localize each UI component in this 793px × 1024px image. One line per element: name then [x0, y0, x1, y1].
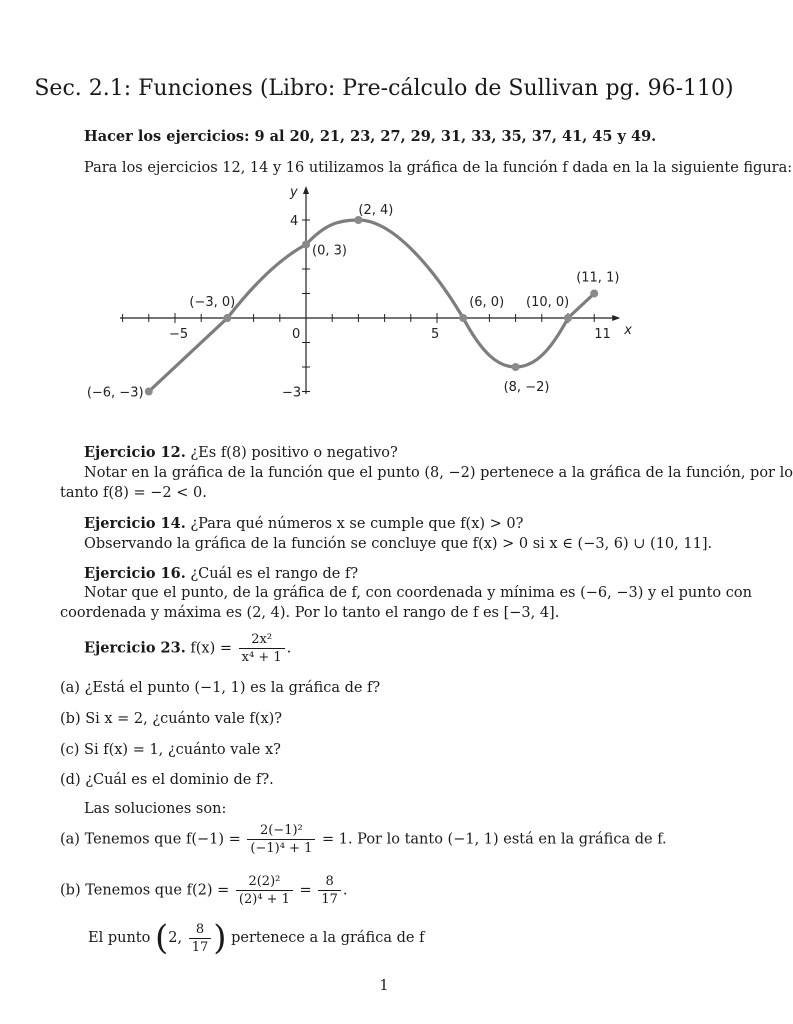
fraction-numerator: 8 [318, 873, 341, 891]
exercise-14-question-text: ¿Para qué números x se cumple que f(x) > 0? [190, 516, 524, 532]
data-point [564, 314, 572, 322]
exercise-23-item-a: (a) ¿Está el punto (−1, 1) es la gráfica de f? [60, 680, 381, 696]
solution-a-suffix: = 1. Por lo tanto (−1, 1) está en la gráfica de f. [321, 831, 667, 848]
exercise-14-question [84, 514, 523, 534]
point-label: (10, 0) [526, 295, 570, 310]
point-fraction [189, 921, 212, 956]
y-axis-label: y [290, 185, 298, 200]
fraction-denominator: (−1)⁴ + 1 [250, 841, 313, 856]
exercise-23-item-d: (d) ¿Cuál es el dominio de f?. [60, 772, 274, 788]
exercise-23-function-fraction [239, 631, 285, 666]
solution-b: (b) Tenemos que f(2) = $\frac{\text{2(2)²}}{\text{(2)⁴ + 1}}$ = $\frac{8}{17}$ . [60, 874, 348, 907]
data-point [302, 241, 310, 249]
data-point [223, 314, 231, 322]
point-suffix: pertenece a la gráfica de f [231, 930, 425, 946]
exercise-16-question [84, 564, 358, 584]
exercise-12-answer-line1: Notar en la gráfica de la función que el punto (8, −2) pertenece a la gráfica de la función, por lo [84, 465, 793, 481]
data-point [145, 388, 153, 396]
point-statement [88, 918, 424, 958]
fraction-numerator: 8 [189, 921, 212, 939]
fraction-denominator: 17 [191, 939, 209, 955]
fraction-numerator: 2x² [239, 631, 285, 649]
exercise-23-item-c: (c) Si f(x) = 1, ¿cuánto vale x? [60, 742, 281, 758]
exercises-assignment: Hacer los ejercicios: 9 al 20, 21, 23, 27, 29, 31, 33, 35, 37, 41, 45 y 49. [84, 128, 657, 145]
exercise-23-heading: Ejercicio 23. [84, 639, 186, 657]
solutions-label: Las soluciones son: [84, 801, 227, 817]
x-tick-label: 5 [431, 327, 440, 342]
x-tick-label: 0 [292, 327, 301, 342]
page-number: 1 [379, 978, 389, 994]
point-label: (2, 4) [358, 203, 394, 218]
exercise-12-question [84, 443, 398, 463]
fraction-numerator: 2(−1)² [247, 822, 315, 840]
point-prefix: El punto [88, 930, 151, 946]
y-axis-arrow [303, 186, 309, 194]
exercise-16-question-text: ¿Cuál es el rango de f? [190, 566, 359, 582]
exercise-23-item-b: (b) Si x = 2, ¿cuánto vale f(x)? [60, 711, 283, 727]
point-label: (−6, −3) [86, 385, 144, 401]
data-point [590, 290, 598, 298]
exercise-16-heading: Ejercicio 16. [84, 565, 186, 582]
solution-b-prefix: (b) Tenemos que f(2) = [60, 882, 230, 899]
solution-b-fraction [236, 873, 293, 908]
point-label: (0, 3) [312, 243, 347, 259]
exercise-12-heading: Ejercicio 12. [84, 444, 186, 461]
solution-b-result-fraction [318, 873, 341, 908]
page-title: Sec. 2.1: Funciones (Libro: Pre-cálculo de Sullivan pg. 96-110) [34, 76, 734, 101]
x-axis-label: x [624, 323, 632, 338]
exercise-12-answer-line2: tanto f(8) = −2 < 0. [60, 485, 207, 501]
x-axis-arrow [612, 315, 620, 321]
y-tick-label: 4 [290, 214, 299, 229]
point-first: 2, [168, 930, 183, 946]
x-tick-label: −5 [169, 327, 189, 342]
exercise-23-function-prefix: f(x) = [190, 640, 233, 657]
exercise-23-statement: Ejercicio 23. f(x) = $\frac{\text{2x²}}{\text{x⁴ + 1}}$ . [84, 632, 292, 665]
fraction-denominator: 17 [321, 892, 338, 907]
right-paren: ) [213, 918, 227, 958]
solution-b-equals: = [299, 882, 312, 899]
exercise-14-heading: Ejercicio 14. [84, 515, 186, 532]
solution-a-fraction [247, 822, 315, 857]
data-point [512, 363, 520, 371]
fraction-numerator: 2(2)² [236, 873, 293, 891]
solution-a [60, 822, 667, 857]
data-point [459, 314, 467, 322]
graph-labels [87, 185, 632, 401]
exercise-14-answer: Observando la gráfica de la función se concluye que f(x) > 0 si x ∈ (−3, 6) ∪ (10, 11]. [84, 536, 713, 552]
point-label: (8, −2) [503, 380, 550, 395]
exercise-16-answer-line1: Notar que el punto, de la gráfica de f, con coordenada y mínima es (−6, −3) y el punto con [84, 585, 752, 601]
point-label: (11, 1) [576, 270, 620, 286]
fraction-denominator: x⁴ + 1 [241, 650, 282, 665]
exercise-16-answer-line2: coordenada y máxima es (2, 4). Por lo tanto el rango de f es [−3, 4]. [60, 605, 560, 621]
exercise-12-question-text: ¿Es f(8) positivo o negativo? [190, 445, 398, 461]
point-label: (−3, 0) [189, 295, 236, 310]
point-label: (6, 0) [469, 295, 505, 310]
left-paren: ( [154, 918, 169, 958]
solution-a-prefix: (a) Tenemos que f(−1) = [60, 831, 241, 848]
y-tick-label: −3 [282, 385, 302, 401]
fraction-denominator: (2)⁴ + 1 [238, 892, 290, 907]
graph-intro: Para los ejercicios 12, 14 y 16 utilizamos la gráfica de la función f dada en la la siguiente figura: [84, 160, 793, 176]
function-graph [86, 180, 632, 420]
x-tick-label: 11 [594, 327, 611, 342]
